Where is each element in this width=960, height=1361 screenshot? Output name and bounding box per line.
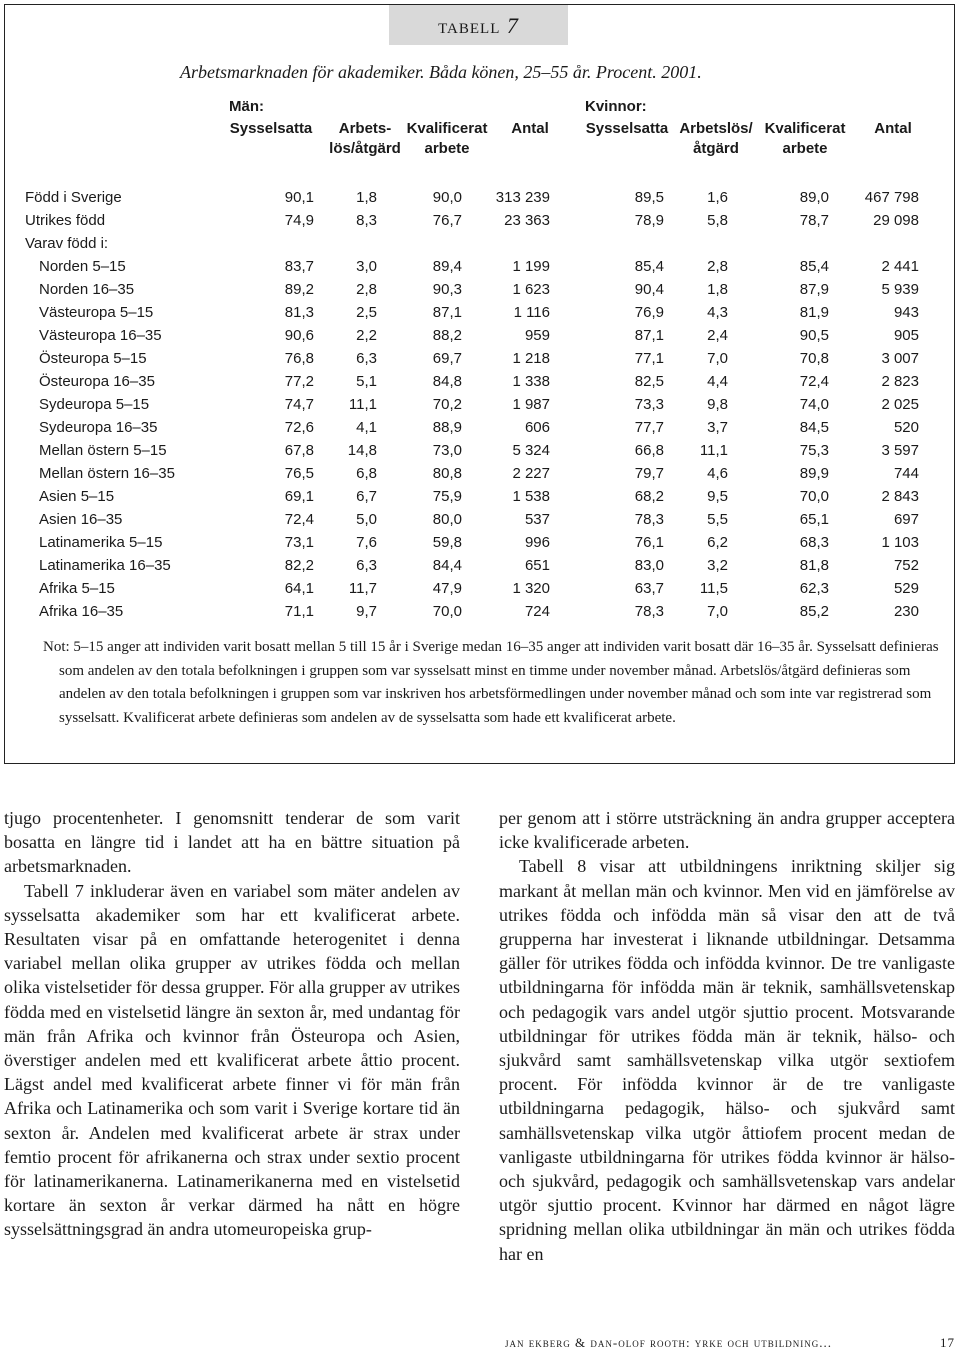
table-cell: 2,8	[707, 258, 728, 275]
table-cell: 90,1	[284, 189, 314, 206]
table-cell: 65,1	[799, 511, 829, 528]
table-cell: 3 597	[881, 442, 919, 459]
table-cell: 72,4	[799, 373, 829, 390]
table-cell: 11,5	[699, 580, 728, 597]
header-men-antal: Antal	[511, 120, 549, 137]
body-paragraph: Tabell 8 visar att utbildningens inriktning skiljer sig markant åt mellan män och kvinnor. Men vid en jämförelse av utrikes födda och infödda män så visar den att de två grupperna har investerat i liknande utbildningar. Detsamma gäller för utrikes födda och infödda kvinnor. De tre vanligaste utbildningarna för infödda män är teknik, samhällsvetenskap och pedagogik vars andel utgör sjuttio procent. Motsvarande utbildningar för utrikes födda män är teknik, hälso- och sjukvård samt samhällsvetenskap vilka utgör sextiofem procent. För infödda kvinnor är de tre vanligaste utbildningarna pedagogik, hälso- och sjukvård samt samhällsvetenskap vilka utgör åttiofem procent medan de vanligaste utbildningarna för utrikes födda kvinnor är hälso- och sjukvård, pedagogik och samhällsvetenskap vars andelar utgör sjuttio procent. Kvinnor har därmed en något lägre spridning mellan olika utbildningar än män och utrikes födda har en	[499, 856, 955, 1264]
header-women-antal: Antal	[874, 120, 912, 137]
table-cell: 76,8	[284, 350, 314, 367]
table-cell: 87,1	[634, 327, 664, 344]
table-cell: 47,9	[432, 580, 462, 597]
table-cell: 81,8	[799, 557, 829, 574]
table-7-box	[4, 4, 955, 764]
table-cell: 752	[893, 557, 919, 574]
table-row	[5, 373, 954, 396]
table-cell: 1,8	[356, 189, 377, 206]
table-cell: 90,3	[432, 281, 462, 298]
row-label: Östeuropa 16–35	[39, 373, 155, 390]
row-label: Norden 5–15	[39, 258, 126, 275]
table-cell: 70,2	[432, 396, 462, 413]
table-cell: 5,0	[356, 511, 377, 528]
table-cell: 1 103	[881, 534, 919, 551]
table-cell: 3 007	[881, 350, 919, 367]
row-label: Mellan östern 5–15	[39, 442, 167, 459]
table-cell: 69,7	[432, 350, 462, 367]
table-cell: 11,1	[348, 396, 377, 413]
table-cell: 78,9	[634, 212, 664, 229]
table-cell: 74,9	[284, 212, 314, 229]
row-label: Asien 16–35	[39, 511, 123, 528]
table-cell: 2,4	[707, 327, 728, 344]
header-women-kvalificerat: Kvalificerat arbete	[764, 120, 846, 157]
table-cell: 78,3	[634, 603, 664, 620]
table-cell: 84,8	[432, 373, 462, 390]
table-cell: 1 320	[512, 580, 550, 597]
table-cell: 76,5	[284, 465, 314, 482]
row-label: Född i Sverige	[25, 189, 122, 206]
table-cell: 14,8	[347, 442, 377, 459]
table-cell: 6,3	[356, 350, 377, 367]
table-cell: 6,8	[356, 465, 377, 482]
row-label: Asien 5–15	[39, 488, 115, 505]
table-cell: 5,8	[707, 212, 728, 229]
body-paragraph: Tabell 7 inkluderar även en variabel som mäter andelen av sysselsatta akademiker som har ett kvalificerat arbete. Resultaten visar på en omfattande heterogenitet i denna variabel mellan olika grupper av utrikes födda och mellan olika vistelsetider för dessa grupper. För alla grupper av utrikes födda med en vistelsetid längre än sexton år, med undantag för män från Afrika och kvinnor från Östeuropa och Asien, överstiger andelen med ett kvalificerat arbete åttio procent. Lägst andel med kvalificerat arbete finner vi för män från Afrika och Latinamerika och som varit i Sverige kortare tid än sexton år. Andelen med kvalificerat arbete är strax under femtio procent för afrikanerna och strax under sextio procent för latinamerikanerna. Latinamerikanerna med en vistelsetid kortare än sexton år verkar därmed ha nått en högre sysselsättningsgrad än andra utomeuropeiska grup-	[4, 880, 460, 1240]
table-cell: 81,9	[799, 304, 829, 321]
row-label: Afrika 5–15	[39, 580, 115, 597]
table-cell: 537	[524, 511, 550, 528]
table-cell: 1 987	[512, 396, 550, 413]
table-cell: 76,9	[634, 304, 664, 321]
table-cell: 62,3	[799, 580, 829, 597]
table-cell: 2,5	[356, 304, 377, 321]
row-label: Mellan östern 16–35	[39, 465, 175, 482]
row-label: Norden 16–35	[39, 281, 135, 298]
table-cell: 87,9	[799, 281, 829, 298]
table-caption: Arbetsmarknaden för akademiker. Båda könen, 25–55 år. Procent. 2001.	[180, 62, 702, 82]
table-row	[5, 396, 954, 419]
table-cell: 83,7	[284, 258, 314, 275]
table-cell: 64,1	[284, 580, 314, 597]
table-cell: 744	[893, 465, 919, 482]
table-row	[5, 580, 954, 603]
header-men-kvalificerat: Kvalificerat arbete	[406, 120, 488, 157]
table-row	[5, 465, 954, 488]
table-cell: 6,3	[356, 557, 377, 574]
table-cell: 89,9	[799, 465, 829, 482]
table-cell: 81,3	[284, 304, 314, 321]
table-cell: 72,6	[284, 419, 314, 436]
table-cell: 724	[524, 603, 550, 620]
table-cell: 1 338	[512, 373, 550, 390]
row-label: Östeuropa 5–15	[39, 350, 147, 367]
table-cell: 74,7	[284, 396, 314, 413]
table-cell: 82,5	[634, 373, 664, 390]
table-cell: 84,5	[799, 419, 829, 436]
table-row	[5, 350, 954, 373]
table-cell: 90,4	[634, 281, 664, 298]
table-cell: 76,1	[634, 534, 664, 551]
table-cell: 68,3	[799, 534, 829, 551]
table-cell: 70,8	[799, 350, 829, 367]
table-cell: 529	[893, 580, 919, 597]
table-cell: 9,7	[356, 603, 377, 620]
table-cell: 7,0	[707, 603, 728, 620]
table-row	[5, 281, 954, 304]
table-cell: 59,8	[432, 534, 462, 551]
table-cell: 905	[893, 327, 919, 344]
table-cell: 1,8	[707, 281, 728, 298]
table-cell: 75,9	[432, 488, 462, 505]
table-cell: 74,0	[799, 396, 829, 413]
row-label: Varav född i:	[25, 235, 109, 252]
table-cell: 3,0	[356, 258, 377, 275]
table-cell: 77,1	[634, 350, 664, 367]
table-cell: 85,4	[634, 258, 664, 275]
table-cell: 8,3	[356, 212, 377, 229]
body-paragraph: tjugo procentenheter. I genomsnitt tenderar de som varit bosatta en längre tid i landet att ha en bättre situation på arbetsmarknaden.	[4, 808, 460, 877]
table-cell: 230	[893, 603, 919, 620]
table-cell: 69,1	[284, 488, 314, 505]
table-tag-number: 7	[506, 13, 519, 38]
table-cell: 1 538	[512, 488, 550, 505]
table-cell: 3,7	[707, 419, 728, 436]
group-men-label: Män:	[229, 98, 264, 115]
table-row	[5, 258, 954, 281]
table-cell: 2 025	[881, 396, 919, 413]
body-paragraph: per genom att i större utsträckning än andra grupper acceptera icke kvalificerade arbeten.	[499, 808, 955, 853]
footer-authors: jan ekberg & dan-olof rooth: yrke och utbildning...	[505, 1335, 833, 1350]
table-body	[5, 189, 954, 626]
table-cell: 5,1	[356, 373, 377, 390]
table-cell: 7,0	[707, 350, 728, 367]
table-cell: 82,2	[284, 557, 314, 574]
row-label: Västeuropa 16–35	[39, 327, 162, 344]
table-cell: 89,5	[634, 189, 664, 206]
table-row	[5, 235, 954, 258]
table-cell: 63,7	[634, 580, 664, 597]
table-cell: 7,6	[356, 534, 377, 551]
table-cell: 959	[524, 327, 550, 344]
table-cell: 23 363	[504, 212, 550, 229]
table-cell: 2 843	[881, 488, 919, 505]
table-cell: 87,1	[432, 304, 462, 321]
table-cell: 89,2	[284, 281, 314, 298]
table-cell: 996	[524, 534, 550, 551]
table-cell: 72,4	[284, 511, 314, 528]
table-cell: 67,8	[284, 442, 314, 459]
table-cell: 2 441	[881, 258, 919, 275]
header-men-arbetslos: Arbets- lös/åtgärd	[329, 120, 401, 157]
table-cell: 5 939	[881, 281, 919, 298]
table-cell: 84,4	[432, 557, 462, 574]
table-cell: 80,8	[432, 465, 462, 482]
row-label: Latinamerika 5–15	[39, 534, 163, 551]
table-row	[5, 557, 954, 580]
header-men-sysselsatta: Sysselsatta	[229, 120, 313, 137]
table-cell: 90,5	[799, 327, 829, 344]
table-cell: 943	[893, 304, 919, 321]
table-cell: 83,0	[634, 557, 664, 574]
table-cell: 1 116	[513, 304, 550, 321]
table-cell: 2,8	[356, 281, 377, 298]
table-cell: 11,7	[348, 580, 377, 597]
table-cell: 5,5	[707, 511, 728, 528]
table-cell: 66,8	[634, 442, 664, 459]
row-label: Utrikes född	[25, 212, 106, 229]
table-row	[5, 189, 954, 212]
header-women-sysselsatta: Sysselsatta	[585, 120, 669, 137]
table-cell: 467 798	[864, 189, 919, 206]
table-cell: 80,0	[432, 511, 462, 528]
body-column-left	[4, 806, 460, 1242]
table-cell: 89,0	[799, 189, 829, 206]
table-cell: 9,8	[707, 396, 728, 413]
table-row	[5, 603, 954, 626]
table-cell: 88,9	[432, 419, 462, 436]
row-label: Latinamerika 16–35	[39, 557, 171, 574]
table-cell: 75,3	[799, 442, 829, 459]
row-label: Sydeuropa 16–35	[39, 419, 158, 436]
table-cell: 11,1	[699, 442, 728, 459]
table-cell: 90,0	[432, 189, 462, 206]
table-cell: 71,1	[284, 603, 314, 620]
table-cell: 77,7	[634, 419, 664, 436]
row-label: Sydeuropa 5–15	[39, 396, 150, 413]
table-cell: 85,2	[799, 603, 829, 620]
table-cell: 70,0	[432, 603, 462, 620]
table-cell: 76,7	[432, 212, 462, 229]
page-footer	[505, 1335, 955, 1351]
table-cell: 88,2	[432, 327, 462, 344]
table-cell: 4,3	[707, 304, 728, 321]
table-cell: 79,7	[634, 465, 664, 482]
table-cell: 1 218	[512, 350, 550, 367]
table-cell: 651	[524, 557, 550, 574]
table-row	[5, 442, 954, 465]
table-row	[5, 419, 954, 442]
table-cell: 520	[893, 419, 919, 436]
table-cell: 2 823	[881, 373, 919, 390]
table-tag	[389, 5, 568, 45]
table-cell: 29 098	[873, 212, 919, 229]
table-cell: 6,2	[707, 534, 728, 551]
table-cell: 68,2	[634, 488, 664, 505]
table-cell: 9,5	[707, 488, 728, 505]
table-row	[5, 511, 954, 534]
table-cell: 1 623	[512, 281, 550, 298]
table-row	[5, 327, 954, 350]
header-women-arbetslos: Arbetslös/ åtgärd	[679, 120, 753, 157]
table-row	[5, 534, 954, 557]
table-cell: 90,6	[284, 327, 314, 344]
page-number: 17	[940, 1335, 955, 1350]
table-cell: 85,4	[799, 258, 829, 275]
table-cell: 4,1	[356, 419, 377, 436]
table-cell: 2 227	[512, 465, 550, 482]
table-cell: 4,4	[707, 373, 728, 390]
table-cell: 6,7	[356, 488, 377, 505]
table-cell: 78,7	[799, 212, 829, 229]
table-cell: 4,6	[707, 465, 728, 482]
table-cell: 73,0	[432, 442, 462, 459]
table-cell: 5 324	[512, 442, 550, 459]
table-cell: 77,2	[284, 373, 314, 390]
table-cell: 2,2	[356, 327, 377, 344]
table-cell: 3,2	[707, 557, 728, 574]
table-cell: 73,1	[284, 534, 314, 551]
table-cell: 78,3	[634, 511, 664, 528]
table-note: Not: 5–15 anger att individen varit bosatt mellan 5 till 15 år i Sverige medan 16–35 anger att individen varit bosatt där 16–35 år. Sysselsatt definieras som andelen av den totala befolkningen i gruppen som var sysselsatt minst en timme under november månad. Arbetslös/åtgärd definieras som andelen av den totala befolkningen i gruppen som var inskriven hos arbetsförmedlingen under november månad och som inte var registrerad som sysselsatt. Kvalificerat arbete definieras som andelen av de sysselsatta som hade ett kvalificerat arbete.	[43, 639, 939, 726]
table-row	[5, 212, 954, 235]
table-tag-word: tabell	[438, 13, 501, 38]
table-cell: 73,3	[634, 396, 664, 413]
table-cell: 697	[893, 511, 919, 528]
table-row	[5, 488, 954, 511]
row-label: Afrika 16–35	[39, 603, 124, 620]
row-label: Västeuropa 5–15	[39, 304, 154, 321]
table-cell: 70,0	[799, 488, 829, 505]
table-row	[5, 304, 954, 327]
table-cell: 89,4	[432, 258, 462, 275]
table-cell: 606	[524, 419, 550, 436]
group-women-label: Kvinnor:	[585, 98, 647, 115]
body-column-right	[499, 806, 955, 1266]
table-cell: 1 199	[512, 258, 550, 275]
table-cell: 313 239	[495, 189, 550, 206]
table-cell: 1,6	[707, 189, 728, 206]
